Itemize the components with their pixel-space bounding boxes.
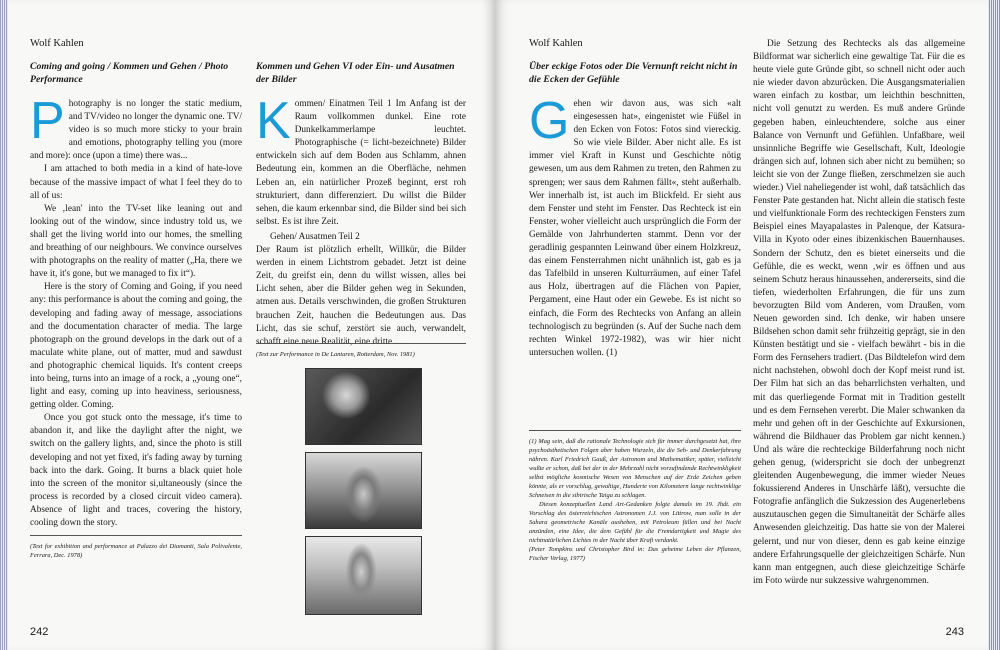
running-head-author: Wolf Kahlen	[30, 38, 84, 49]
paragraph: Once you got stuck onto the message, it's time to abandon it, and like the daylight after the night, we switch on the gallery lights, and, since the photo is still developing and not yet fixed, it's fading away by turning back into the dark. Going. It burns a black quiet hole into the screen of the monitor si,ultaneously (since the process is recorded by a closed circuit video camera). Absence of light and traces, covering the history, cooling down the story.	[30, 413, 242, 528]
left-column-german	[529, 60, 741, 360]
performance-photo	[305, 536, 422, 615]
footnote: (Text zur Performance in De Lantaren, Rotterdam, Nov. 1981)	[256, 351, 415, 358]
section-heading: Coming and going / Kommen und Gehen / Photo Performance	[30, 61, 229, 85]
german-footnote-block	[256, 343, 466, 359]
footnote-rule	[30, 535, 242, 536]
paragraph: Here is the story of Coming and Going, if you need any: this performance is about the coming and going, the developing and fading away of message, associations and the documentation character of media. The large photograph on the ground develops in the dark out of a maculate white plane, out of matter, mud and sawdust and photographic chemical liquids. It's content creeps into being, turns into an image of a rock, a „young one“, light and easy, coming up into heaviness, seriousness, getting older. Coming.	[30, 282, 242, 411]
paragraph: ehen wir davon aus, was sich «alt eingesessen hat», eingenistet wie Füßel in den Ecken von Fotos: Fotos sind viereckig. So wie viele Bilder. Aber nicht alle. Es ist immer viel Kraft in Kunst und Geschichte nötig gewesen, um aus dem Rahmen zu treten, den Rahmen zu sprengen; wer saus dem Rahmen fällt«, steht außerhalb. Wer innerhalb ist, ist auch im Blickfeld. Er sieht aus dem Fenster und steht im Fenster. Das Rechteck ist ein Fenster, woher vielleicht auch ursprünglich die Form der Gemälde von Jahrhunderten stammt. Denn vor der geradlinig gespannten Leinwand über einem Holzkreuz, das einem Fensterrahmen nicht unähnlich ist, gab es ja das Tafelbild in unseren Kulturräumen, auf einer Tafel aus Holz, übertragen auf die Flächen von Papier, Pergament, eine Haut oder ein Gewebe. Es ist nicht so einfach, die Form des Rechtecks von Anfang an allein technologisch zu begründen (s. Auf der Suche nach dem rechten Winkel 1972-1982), was wir hier nicht untersuchen wollen. (1)	[529, 99, 741, 358]
paragraph: Der Raum ist plötzlich erhellt, Willkür, die Bilder werden in einem Lichtstrom gebadet. Jetzt ist deine Zeit, du greifst ein, denn du willst wissen, alles bei Licht sehen, aber die Bilder gehen weg in Sekunden, atmen aus. Details verschwinden, die großen Strukturen brauchen Zeit, hauchen die Bedeutungen aus. Das Licht, das sie schuf, zerstört sie auch, verwandelt, schafft eine neue Realität, eine dritte ...	[256, 245, 466, 347]
paragraph: I am attached to both media in a kind of hate-love because of the massive impact of what I feel they do to all of us:	[30, 164, 242, 201]
section-heading: Über eckige Fotos oder Die Vernunft reicht nicht in die Ecken der Gefühle	[529, 61, 738, 85]
footnote: (1) Mag sein, daß die rationale Technologie sich für immer durchgesetzt hat, ihre psychoästhetischen Folgen aber haben Wurzeln, die die Seh- und Denkerfahrung nähren. Karl Friedrich Gauß, der Astronom und Mathematiker, später, vielleicht wußte er schon, daß bei der in der Mehrzahl nicht vorzufindende Rechtwinkligkeit selbst mögliche kosmische Wesen von Menschen auf der Erde Zeichen geben könnte, als er vorschlug, gewaltige, Hunderte von Kilometern lange rechtwinklige Schneisen in die sibirische Taiga zu schlagen.	[529, 438, 741, 499]
paragraph: We ‚lean' into the TV-set like leaning out and looking out of the window, since industry told us, we shall get the living world into our homes, the smelling and breathing of our neighbours. We convince ourselves with photographs on the reality of matter („Ha, there we have it, it's gone, but we managed to fix it“).	[30, 203, 242, 280]
section-heading: Kommen und Gehen VI oder Ein- und Ausatmen der Bilder	[256, 61, 455, 85]
running-head-author: Wolf Kahlen	[529, 38, 583, 49]
page-edge-right	[988, 0, 1000, 650]
footnote: (Peter Tompkins und Christopher Bird in: Das geheime Leben der Pflanzen, Fischer Verlag, 1977)	[529, 546, 741, 562]
footnote-rule	[529, 430, 741, 431]
footnote: (Text for exhibition and performance at Palazzo dei Diamanti, Sala Polivalente, Ferrara, Dec. 1978)	[30, 543, 242, 559]
left-page	[8, 0, 495, 650]
page-number: 242	[30, 626, 49, 638]
left-column-english	[30, 60, 242, 530]
left-footnote-block	[30, 535, 242, 560]
right-column-german	[256, 60, 466, 349]
paragraph-subheading: Gehen/ Ausatmen Teil 2	[270, 231, 360, 242]
performance-photo	[305, 368, 422, 445]
paragraph: Die Setzung des Rechtecks als das allgemeine Bildformat war sicherlich eine gewaltige Tat. Für die es heute viele gute Gründe gibt, so schnell nicht oder auch nie wieder davon abzurücken. Die Ausgangsmaterialien waren einfach zu kostbar, um leichthin beschnitten, nicht voll genutzt zu werden. Es muß andere Gründe gegeben haben, einleuchtendere, solche aus einer Balance von Vernunft und Gefühlen. Unfaßbare, weil unsinnliche Begriffe wie Gesellschaft, Kult, Ideologie drängen sich auf, lohnen sich aber nicht zu bemühen; so leicht sie von der Zunge fließen, zerschmelzen sie auch wieder.) Viel naheliegender ist wohl, daß tatsächlich das Fenster Pate gestanden hat. Nicht allein die statisch feste und vielfunktionale Form des rechteckigen Fensters zum Beispiel eines Mayapalastes in Palenque, der Katsura-Villa in Kyoto oder eines ibizenkischen Bauernhauses. Sondern der Schutz, den es bietet einerseits und die Gefühle, die es weckt, wenn ‚wir es öffnen und aus seinem Schutz heraus hinaussehen, andererseits, sind die tiefen, wiederholten Erfahrungen, die für uns zum bevorzugten Bild vom Anderen, vom Draußen, vom Neuen geworden sind. Ich denke, wir haben unsere Bildsehen schon damit sehr frühzeitig geprägt, sie in den Künsten bestätigt und sie - vielfach bewährt - bis in die Form des Fernsehers tradiert. (Das Bildtelefon wird dem nicht nachstehen, obwohl doch der Kopf meist rund ist. Der Film hat sich an das beharrlichsten verhalten, und mit das querliegende Format mit in Tradition gestellt und es dem Fernsehen vererbt. Die Maler schwanken da mehr und gehen oft in der Geschichte auf Exkursionen, während die Bildhauer das Problem gar nicht kennen.) Und als wäre die rechteckige Bilderfahrung noch nicht gehen genug, (widerspricht sie doch der unbegrenzt gleitenden Augenbewegung, die immer wieder Neues fokussierend Anderes in Unschärfe läßt), versuchte die Fotografie anfänglich die Sukzession des Augenerlebens auszutauschen gegen die Simultaneität der Schärfe alles Anwesenden gleichzeitig. Das hatte sie von der Malerei gelernt, und nur von dieser, denn es gab keine einzige andere Erfahrungsquelle der gleichzeitigen Schärfe. Nun kann man entgegnen, auch diese gleichzeitige Schärfe im Foto würde nur sukzessive wahrgenommen.	[753, 39, 965, 586]
footnote-block	[529, 430, 741, 563]
drop-cap: P	[30, 92, 65, 150]
right-page	[495, 0, 988, 650]
page-edge-left	[0, 0, 8, 650]
footnote-rule	[256, 343, 466, 344]
paragraph: ommen/ Einatmen Teil 1 Im Anfang ist der Raum vollkommen dunkel. Eine rote Dunkelkammerlampe leuchtet. Photographische (= licht-bezeichnete) Bilder entwickeln sich auf dem Boden aus Schlamm, ahnen Bedeutung ein, kommen an die Oberfläche, nehmen Leben an, ein natürlicher Prozeß beginnt, erst roh strukturiert, dann differenziert. Du willst die Bilder sehen, die kaum erkennbar sind, die Bilder sind bei sich selbst. Es ist ihre Zeit.	[256, 99, 466, 227]
page-number: 243	[945, 626, 964, 638]
performance-photo	[305, 452, 422, 529]
footnote: Diesen konzeptuellen Land Art-Gedanken folgte damals im 19. Jhdt. ein Vorschlag des österreichischen Astronomen J.J. von Littrow, man solle in der Sahara geometrische Kanäle ausheben, mit Petroleum füllen und bei Nacht anzünden, eine Idee, die dem Gefühl für die Fremdartigkeit und Magie des nichtnatürlichen Lichtes in der Nacht über Kraft verdankt.	[529, 501, 741, 544]
drop-cap: G	[529, 92, 570, 150]
paragraph: hotography is no longer the static medium, and TV/video no longer the dynamic one. TV/ video is so much more sticky to your brain and emotions, photography telling you (more and more): once (upon a time) there was...	[30, 99, 242, 162]
drop-cap: K	[256, 92, 291, 150]
right-column-german	[753, 38, 965, 588]
